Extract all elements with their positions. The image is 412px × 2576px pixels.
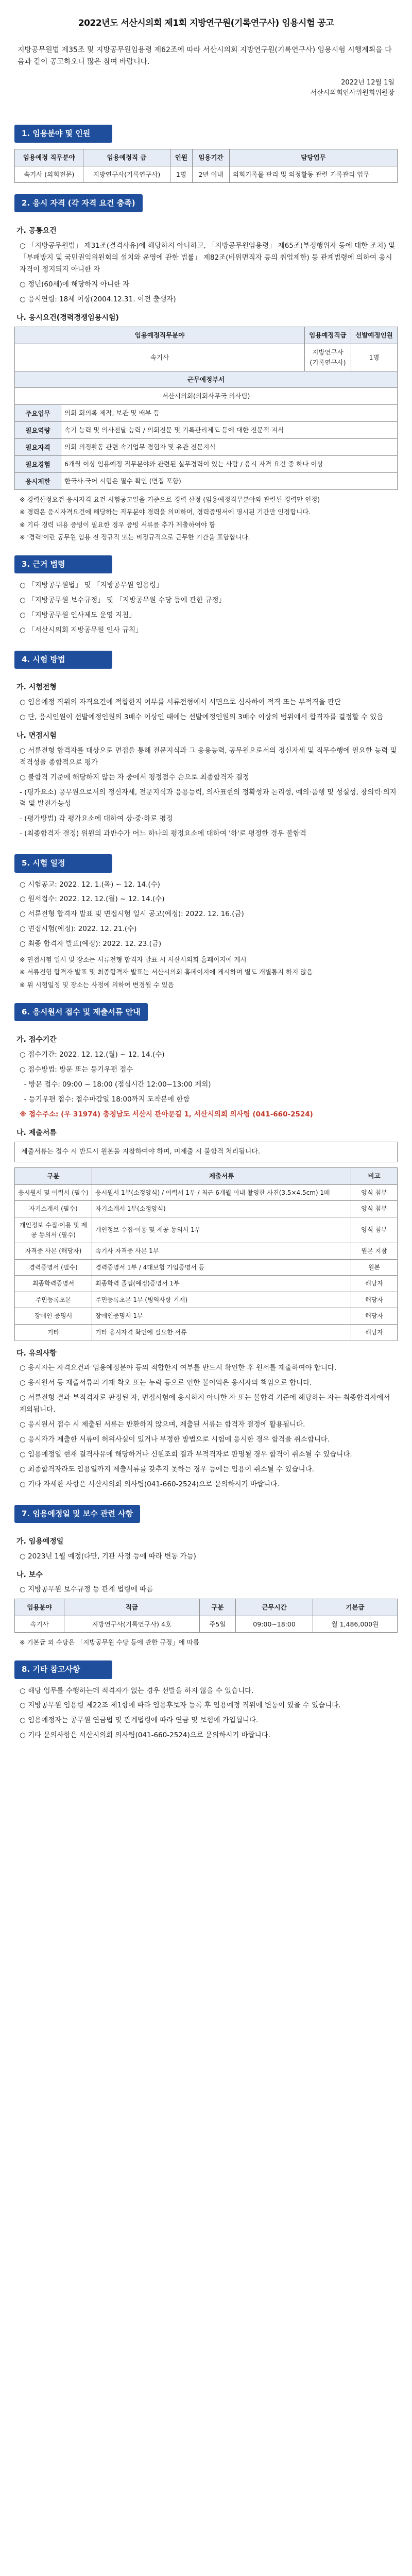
sign-date: 2022년 12월 1일	[341, 78, 394, 87]
section-5-title: 5. 시험 일정	[14, 854, 112, 872]
s2-qual-table	[14, 327, 398, 490]
s7-b-list	[14, 1584, 398, 1596]
s8-item: ○ 지방공무원 임용령 제22조 제1항에 따라 임용후보자 등록 후 임용예정 직위에 변동이 있을 수 있습니다.	[20, 1701, 341, 1710]
s2-row-value: 의회 회의록 제작, 보관 및 배부 등	[61, 405, 398, 422]
docs-cell: 자기소개서 (필수)	[15, 1201, 92, 1217]
section-6-title: 6. 응시원서 접수 및 제출서류 안내	[14, 1003, 148, 1021]
s4-b-item: ○ 서류전형 합격자를 대상으로 면접을 통해 전문지식과 그 응용능력, 공무원으로서의 정신자세 및 직무수행에 필요한 능력 및 적격성을 종합적으로 평가	[20, 746, 397, 767]
s5-list	[14, 879, 398, 951]
s1-cell: 2년 이내	[193, 166, 230, 182]
docs-header: 구분	[15, 1168, 92, 1184]
s2-row-label: 필요자격	[15, 439, 61, 456]
s6-a-item: - 방문 접수: 09:00 ~ 18:00 (점심시간 12:00~13:00 제외)	[20, 1080, 211, 1089]
s5-item: ○ 시험공고: 2022. 12. 1.(목) ~ 12. 14.(수)	[20, 880, 160, 889]
pay-cell: 속기사	[15, 1616, 64, 1632]
s4-a-item: ○ 단, 응시인원이 선발예정인원의 3배수 이상인 때에는 선발예정인원의 3배수 이상의 범위에서 합격자를 결정할 수 있음	[20, 713, 384, 722]
s6-a-list	[14, 1049, 398, 1121]
docs-cell: 응시원서 및 이력서 (필수)	[15, 1184, 92, 1201]
signature-block	[14, 78, 394, 99]
s1-header: 임용예정직 급	[83, 149, 170, 166]
s6-b-note: 제출서류는 접수 시 반드시 원본을 지참하여야 하며, 미제출 시 불합격 처리됩니다.	[14, 1142, 398, 1162]
s7-pay-table	[14, 1599, 398, 1633]
pay-header: 기본급	[313, 1599, 397, 1616]
s4-a-item: ○ 임용예정 직위의 자격요건에 적합한지 여부를 서류전형에서 서면으로 심사하여 적격 또는 부적격을 판단	[20, 698, 341, 707]
s6-c-item: ○ 응시원서 등 제출서류의 기재 착오 또는 누락 등으로 인한 불이익은 응시자의 책임으로 합니다.	[20, 1379, 312, 1387]
docs-cell: 해당자	[351, 1276, 398, 1292]
s3-item: ○ 「지방공무원법」 및 「지방공무원 임용령」	[20, 581, 163, 590]
sign-org: 서산시의회인사위원회위원장	[310, 89, 394, 97]
docs-cell: 양식 첨부	[351, 1201, 398, 1217]
s7-notes	[14, 1637, 398, 1648]
s8-list	[14, 1685, 398, 1742]
s1-header: 임용기간	[193, 149, 230, 166]
section-2-title: 2. 응시 자격 (각 자격 요건 충족)	[14, 194, 143, 212]
s7-subhead-b: 나. 보수	[16, 1570, 43, 1579]
s2-tbl-header: 선발예정인원	[351, 327, 398, 344]
s2-req: ○ 「지방공무원법」 제31조(결격사유)에 해당하지 아니하고, 「지방공무원임용령」 제65조(부정행위자 등에 대한 조치) 및 「부패방지 및 국민권익위원회의 설치와 운영에 관한 법률」 제82조(비위면직자 등의 취업제한) 등 관계법령에 의하여 응시 자격이 정지되지 아니한 자	[20, 242, 396, 274]
docs-cell: 원본 지참	[351, 1243, 398, 1260]
s2-row-value: 속기 능력 및 의사전달 능력 / 의회전문 및 기록관리제도 등에 대한 전문적 지식	[61, 422, 398, 439]
s6-addr: ※ 접수주소: (우 31974) 충청남도 서산시 관아문길 1, 서산시의회 의사팀 (041-660-2524)	[20, 1110, 313, 1118]
s7-a-list	[14, 1551, 398, 1563]
s1-header: 담당업무	[229, 149, 397, 166]
pay-header: 직급	[64, 1599, 199, 1616]
pay-cell: 지방연구사(기록연구사) 4호	[64, 1616, 199, 1632]
s2-req: ○ 응시연령: 18세 이상(2004.12.31. 이전 출생자)	[20, 295, 176, 303]
s4-b-list	[14, 745, 398, 840]
s5-note: ※ 위 시험일정 및 장소는 사정에 의하여 변경될 수 있음	[20, 980, 174, 989]
docs-cell: 기타	[15, 1325, 92, 1341]
intro-text: 지방공무원법 제35조 및 지방공무원임용령 제62조에 따라 서산시의회 지방연구원(기록연구사) 임용시험 시행계획을 다음과 같이 공고하오니 많은 참여 바랍니다.	[18, 46, 392, 66]
docs-cell: 장애인증명서 1부	[92, 1308, 351, 1325]
s4-a-list	[14, 697, 398, 723]
s2-tbl-header: 임용예정직무분야	[15, 327, 305, 344]
s2-qual-dept: 서산시의회(의회사무국 의사팀)	[15, 388, 398, 405]
s2-tbl-header: 임용예정직급	[305, 327, 351, 344]
docs-header: 제출서류	[92, 1168, 351, 1184]
docs-cell: 해당자	[351, 1292, 398, 1308]
section-1-title: 1. 임용분야 및 인원	[14, 125, 112, 143]
s4-subhead-b: 나. 면접시험	[16, 732, 57, 740]
s1-cell: 1명	[170, 166, 193, 182]
s2-subhead-a: 가. 공통요건	[16, 227, 57, 235]
docs-cell: 양식 첨부	[351, 1217, 398, 1243]
pay-header: 근무시간	[236, 1599, 313, 1616]
s5-item: ○ 최종 합격자 발표(예정): 2022. 12. 23.(금)	[20, 940, 162, 948]
s8-item: ○ 임용예정자는 공무원 연금법 및 관계법령에 따라 연금 및 보험에 가입됩니다.	[20, 1716, 259, 1725]
s6-c-item: ○ 기타 자세한 사항은 서산시의회 의사팀(041-660-2524)으로 문의하시기 바랍니다.	[20, 1480, 280, 1488]
docs-cell: 장애인 증명서	[15, 1308, 92, 1325]
s2-tbl-cell: 1명	[351, 344, 398, 371]
s5-note: ※ 서류전형 합격자 발표 및 최종합격자 발표는 서산시의회 홈페이지에 게시하며 별도 개별통지 하지 않음	[20, 968, 313, 976]
s6-docs-table	[14, 1167, 398, 1341]
s6-a-item: ○ 접수기간: 2022. 12. 12.(월) ~ 12. 14.(수)	[20, 1050, 165, 1059]
s2-common-reqs	[14, 240, 398, 306]
docs-cell: 양식 첨부	[351, 1184, 398, 1201]
s6-c-item: ○ 응시원서 접수 시 제출된 서류는 반환하지 않으며, 제출된 서류는 합격자 결정에 활용됩니다.	[20, 1420, 305, 1429]
docs-cell: 원본	[351, 1259, 398, 1276]
docs-cell: 최종학력증명서	[15, 1276, 92, 1292]
pay-header: 구분	[199, 1599, 236, 1616]
section-1-table	[14, 149, 398, 183]
s4-subhead-a: 가. 시험전형	[16, 683, 57, 692]
s5-notes	[14, 954, 398, 990]
s6-subhead-a: 가. 접수기간	[16, 1036, 57, 1044]
s2-subhead-b: 나. 응시요건(경력경쟁임용시험)	[16, 313, 119, 322]
docs-cell: 주민등록초본 1부 (병역사항 기재)	[92, 1292, 351, 1308]
s5-item: ○ 서류전형 합격자 발표 및 면접시험 일시 공고(예정): 2022. 12. 16.(금)	[20, 910, 244, 919]
s1-cell: 지방연구사(기록연구사)	[83, 166, 170, 182]
s5-item: ○ 원서접수: 2022. 12. 12.(월) ~ 12. 14.(수)	[20, 895, 165, 904]
pay-cell: 주5일	[199, 1616, 236, 1632]
docs-cell: 개인정보 수집·이용 및 제공 동의서 1부	[92, 1217, 351, 1243]
s2-tbl-cell: 속기사	[15, 344, 305, 371]
s6-c-item: ○ 응시자가 제출한 서류에 허위사실이 있거나 부정한 방법으로 시험에 응시한 경우 합격을 취소합니다.	[20, 1435, 330, 1444]
s8-item: ○ 해당 업무를 수행하는데 적격자가 없는 경우 선발을 하지 않을 수 있습니다.	[20, 1686, 254, 1695]
s2-row-value: 의회 의정활동 관련 속기업무 경험자 및 유관 전문지식	[61, 439, 398, 456]
s6-a-item: ○ 접수방법: 방문 또는 등기우편 접수	[20, 1065, 133, 1074]
pay-cell: 09:00~18:00	[236, 1616, 313, 1632]
s4-b-item: ○ 불합격 기준에 해당하지 않는 자 중에서 평정점수 순으로 최종합격자 결정	[20, 773, 249, 782]
s2-note: ※ '경력'이란 공무원 임용 전 정규직 또는 비정규직으로 근무한 기간을 포함합니다.	[20, 533, 250, 541]
s6-subhead-b: 나. 제출서류	[16, 1128, 57, 1137]
s4-b-item: - (평가방법) 각 평가요소에 대하여 상·중·하로 평정	[20, 815, 173, 823]
docs-cell: 최종학력 졸업(예정)증명서 1부	[92, 1276, 351, 1292]
s6-a-item: - 등기우편 접수: 접수마감일 18:00까지 도착분에 한함	[20, 1095, 190, 1104]
section-3-title: 3. 근거 법령	[14, 555, 112, 573]
docs-cell: 자기소개서 1부(소정양식)	[92, 1201, 351, 1217]
s3-item: ○ 「서산시의회 지방공무원 인사 규칙」	[20, 626, 143, 635]
docs-cell: 해당자	[351, 1325, 398, 1341]
s1-cell: 속기사 (의회전문)	[15, 166, 83, 182]
s5-item: ○ 면접시험(예정): 2022. 12. 21.(수)	[20, 925, 137, 934]
s7-note: ※ 기본급 외 수당은 「지방공무원 수당 등에 관한 규정」에 따름	[20, 1638, 199, 1647]
s2-row-value: 6개월 이상 임용예정 직무분야와 관련된 실무경력이 있는 사람 / 응시 자격 요건 중 하나 이상	[61, 456, 398, 473]
s2-row-label: 필요경험	[15, 456, 61, 473]
s1-header: 임용예정 직무분야	[15, 149, 83, 166]
s4-b-item: - (평가요소) 공무원으로서의 정신자세, 전문지식과 응용능력, 의사표현의 정확성과 논리성, 예의·품행 및 성실성, 창의력·의지력 및 발전가능성	[20, 788, 397, 808]
s2-row-label: 주요업무	[15, 405, 61, 422]
s7-subhead-a: 가. 임용예정일	[16, 1537, 64, 1546]
section-4-title: 4. 시험 방법	[14, 651, 112, 669]
s2-note: ※ 기타 경력 내용 증빙이 필요한 경우 증빙 서류를 추가 제출하여야 함	[20, 520, 216, 529]
page-title: 2022년도 서산시의회 제1회 지방연구원(기록연구사) 임용시험 공고	[78, 18, 334, 28]
s6-c-item: ○ 임용예정일 현재 결격사유에 해당하거나 신원조회 결과 부적격자로 판명될 경우 합격이 취소될 수 있습니다.	[20, 1450, 352, 1459]
docs-cell: 경력증명서 1부 / 4대보험 가입증명서 등	[92, 1259, 351, 1276]
s4-b-item: - (최종합격자 결정) 위원의 과반수가 어느 하나의 평정요소에 대하여 '하'로 평정한 경우 불합격	[20, 829, 306, 838]
docs-cell: 주민등록초본	[15, 1292, 92, 1308]
s7-a-item: ○ 2023년 1월 예정(다만, 기관 사정 등에 따라 변동 가능)	[20, 1552, 196, 1561]
pay-header: 임용분야	[15, 1599, 64, 1616]
section-8-title: 8. 기타 참고사항	[14, 1660, 112, 1679]
s2-row-label: 필요역량	[15, 422, 61, 439]
docs-cell: 해당자	[351, 1308, 398, 1325]
s2-tbl-cell: 지방연구사(기록연구사)	[305, 344, 351, 371]
s3-item: ○ 「지방공무원 인사제도 운영 지침」	[20, 611, 136, 620]
docs-header: 비고	[351, 1168, 398, 1184]
s8-item: ○ 기타 문의사항은 서산시의회 의사팀(041-660-2524)으로 문의하시기 바랍니다.	[20, 1731, 271, 1740]
s6-c-list	[14, 1362, 398, 1490]
section-7-title: 7. 임용예정일 및 보수 관련 사항	[14, 1505, 140, 1523]
s5-note: ※ 면접시험 일시 및 장소는 서류전형 합격자 발표 시 서산시의회 홈페이지에 게시	[20, 956, 247, 964]
s6-c-item: ○ 응시자는 자격요건과 임용예정분야 등의 적합한지 여부를 반드시 확인한 후 원서를 제출하여야 합니다.	[20, 1364, 337, 1372]
s7-b-item: ○ 지방공무원 보수규정 등 관계 법령에 따름	[20, 1585, 153, 1594]
s2-note: ※ 경력산정요건 응시자격 요건 시험공고일을 기준으로 경력 산정 (임용예정직무분야와 관련된 경력만 인정)	[20, 496, 320, 504]
s2-notes	[14, 494, 398, 543]
docs-cell: 기타 응시자격 확인에 필요한 서류	[92, 1325, 351, 1341]
s6-c-item: ○ 최종합격자라도 임용일까지 제출서류를 갖추지 못하는 경우 등에는 임용이 취소될 수 있습니다.	[20, 1465, 314, 1473]
s3-item: ○ 「지방공무원 보수규정」 및 「지방공무원 수당 등에 관한 규정」	[20, 596, 226, 605]
docs-cell: 속기사 자격증 사본 1부	[92, 1243, 351, 1260]
docs-cell: 자격증 사본 (해당자)	[15, 1243, 92, 1260]
s6-c-item: ○ 서류전형 결과 부적격자로 판정된 자, 면접시험에 응시하지 아니한 자 또는 불합격 기준에 해당하는 자는 최종합격자에서 제외됩니다.	[20, 1394, 390, 1414]
s2-req: ○ 정년(60세)에 해당하지 아니한 자	[20, 280, 130, 289]
s1-cell: 의회기록물 관리 및 의정활동 관련 기록관리 업무	[229, 166, 397, 182]
docs-cell: 경력증명서 (필수)	[15, 1259, 92, 1276]
s2-row-value: 한국사·국어 시험은 필수 확인 (면접 포함)	[61, 473, 398, 490]
s2-qual-head: 근무예정부서	[15, 371, 398, 387]
s2-row-label: 응시제한	[15, 473, 61, 490]
docs-cell: 개인정보 수집·이용 및 제공 동의서 (필수)	[15, 1217, 92, 1243]
s2-note: ※ 경력은 응시자격요건에 해당하는 직무분야 경력을 의미하며, 경력증명서에 명시된 기간만 인정합니다.	[20, 508, 311, 516]
docs-cell: 응시원서 1부(소정양식) / 이력서 1부 / 최근 6개월 이내 촬영한 사진(3.5×4.5cm) 1매	[92, 1184, 351, 1201]
s6-subhead-c: 다. 유의사항	[16, 1349, 57, 1358]
s3-list	[14, 580, 398, 636]
pay-cell: 월 1,486,000원	[313, 1616, 397, 1632]
s1-header: 인원	[170, 149, 193, 166]
